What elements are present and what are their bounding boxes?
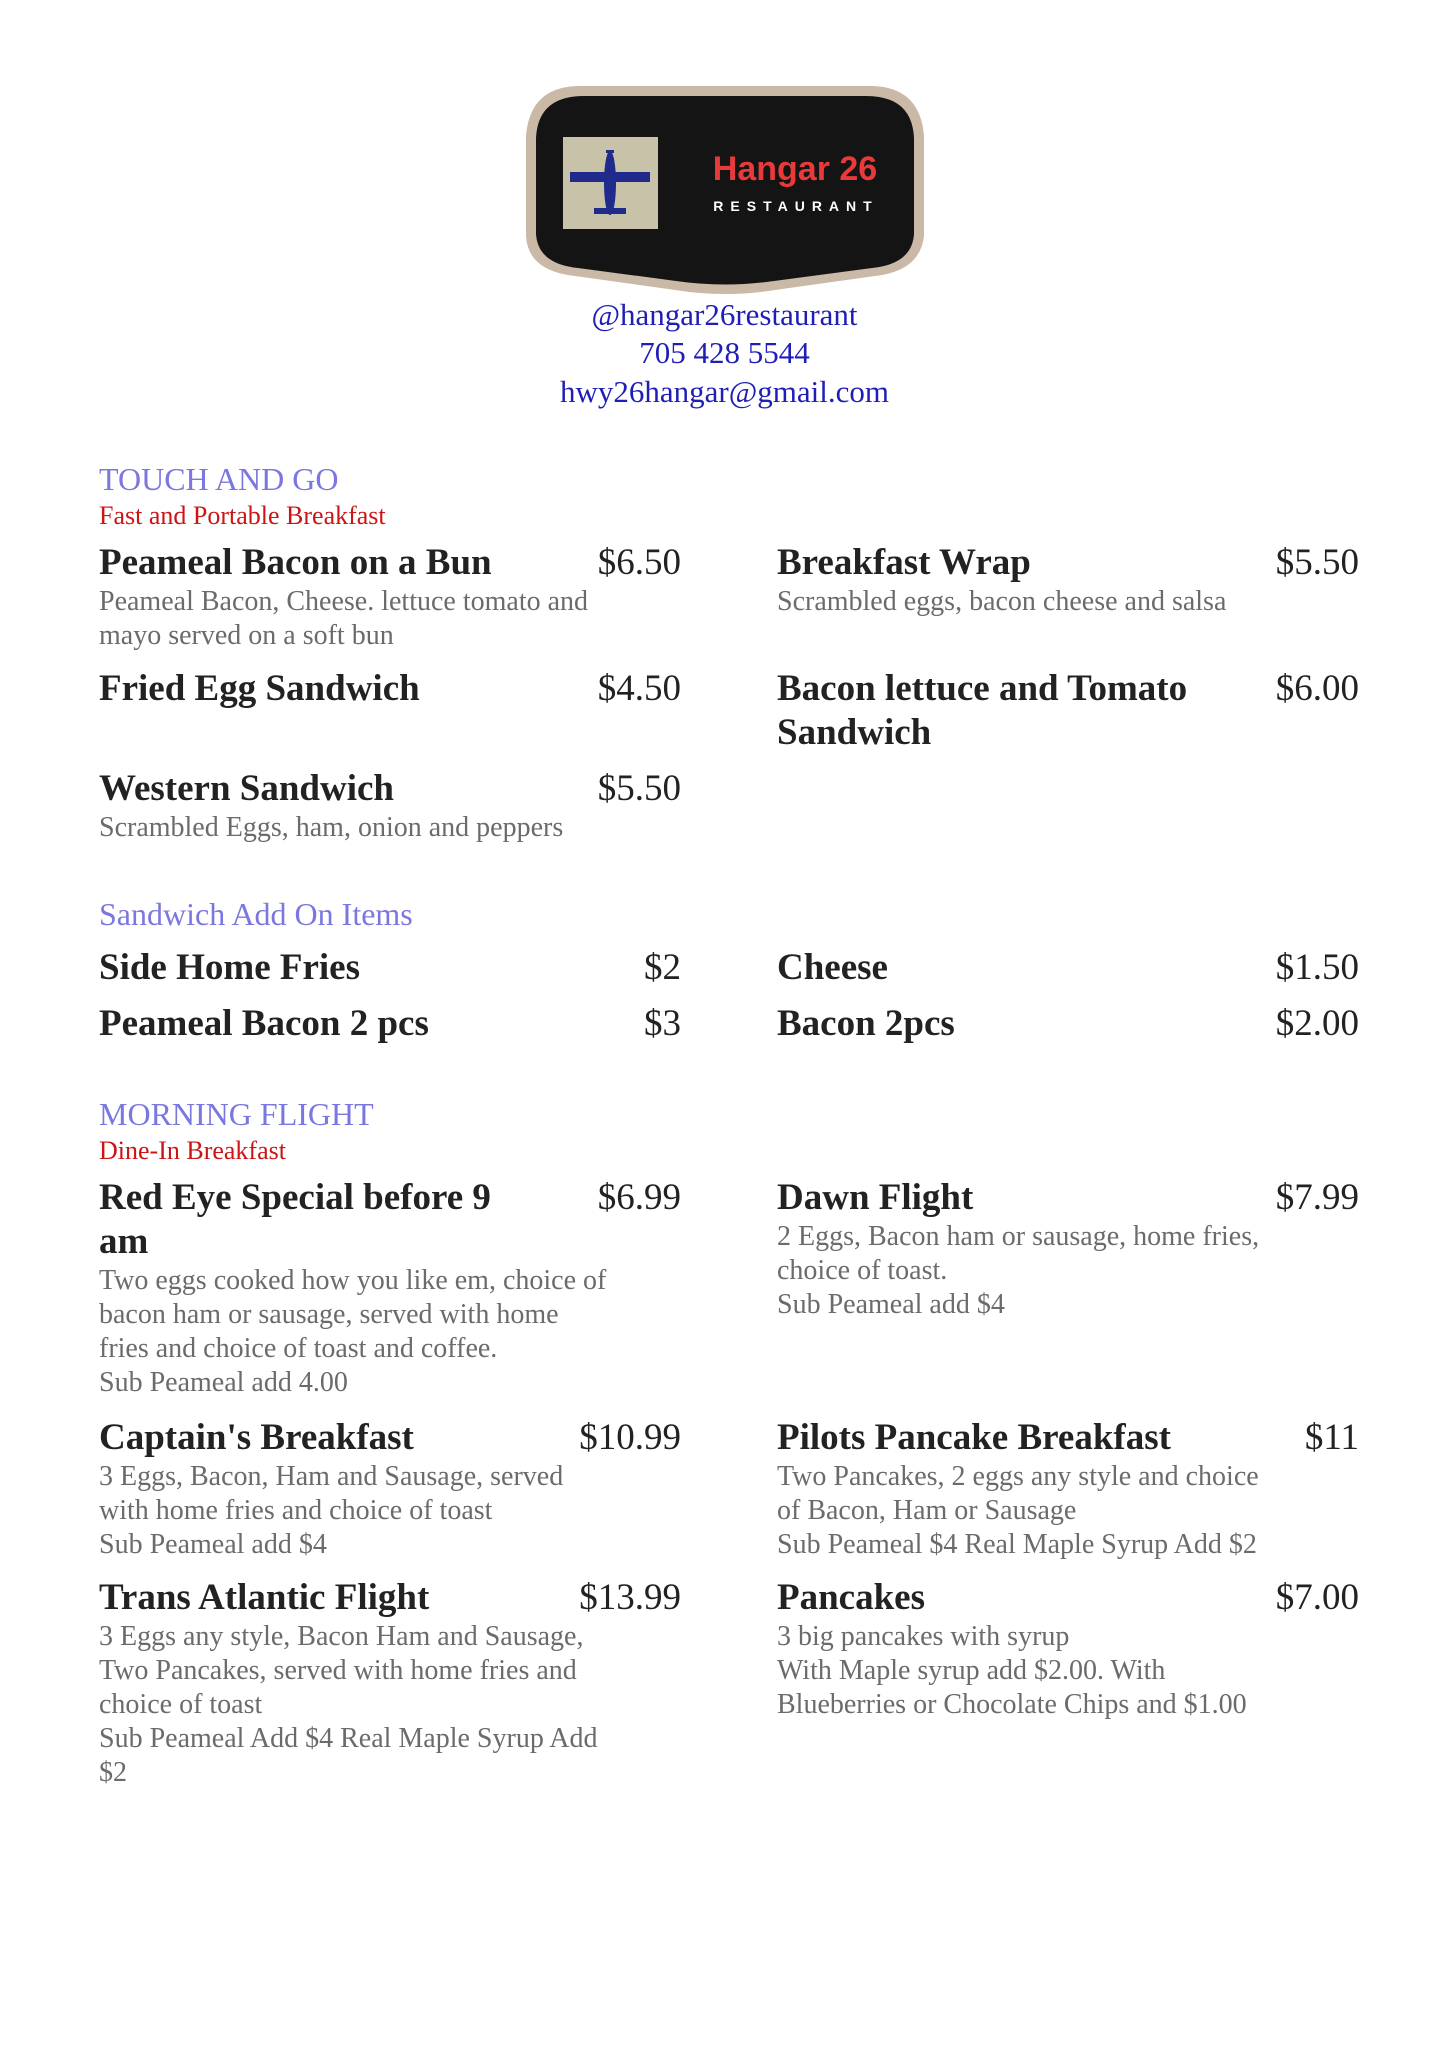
item-desc: Sub Peameal add $4 bbox=[777, 1289, 1005, 1320]
item-price: $7.00 bbox=[1275, 1577, 1359, 1618]
item-name: Western Sandwich bbox=[99, 768, 395, 809]
item-name: Pilots Pancake Breakfast bbox=[777, 1417, 1171, 1458]
section-title-morning-flight: MORNING FLIGHT bbox=[99, 1096, 374, 1132]
menu-item bbox=[777, 1176, 1359, 1322]
section-title-add-ons: Sandwich Add On Items bbox=[99, 896, 413, 932]
instagram-handle[interactable]: @hangar26restaurant bbox=[591, 297, 858, 332]
item-desc: Scrambled eggs, bacon cheese and salsa bbox=[777, 586, 1227, 617]
item-price: $6.99 bbox=[597, 1177, 681, 1218]
item-desc: Two eggs cooked how you like em, choice of bbox=[99, 1265, 607, 1296]
section-subtitle-touch-and-go: Fast and Portable Breakfast bbox=[99, 501, 386, 530]
item-desc: Sub Peameal add $4 bbox=[99, 1529, 327, 1560]
item-desc: Sub Peameal add 4.00 bbox=[99, 1367, 348, 1398]
item-desc: of Bacon, Ham or Sausage bbox=[777, 1495, 1077, 1526]
item-price: $6.00 bbox=[1275, 668, 1359, 709]
restaurant-logo bbox=[520, 76, 930, 296]
item-desc: with home fries and choice of toast bbox=[99, 1495, 493, 1526]
logo-name: Hangar 26 bbox=[712, 150, 878, 188]
item-name: Red Eye Special before 9 am bbox=[99, 1177, 491, 1262]
item-desc: 3 Eggs any style, Bacon Ham and Sausage, bbox=[99, 1621, 584, 1652]
menu-item bbox=[99, 767, 681, 845]
item-desc: 3 big pancakes with syrup bbox=[777, 1621, 1070, 1652]
item-name: Peameal Bacon 2 pcs bbox=[99, 1003, 429, 1044]
item-desc: Sub Peameal $4 Real Maple Syrup Add $2 bbox=[777, 1529, 1257, 1560]
menu-item bbox=[99, 541, 681, 653]
menu-item bbox=[777, 667, 1359, 755]
menu-item bbox=[777, 541, 1359, 619]
item-desc: $2 bbox=[99, 1757, 127, 1788]
item-desc: 2 Eggs, Bacon ham or sausage, home fries, bbox=[777, 1221, 1260, 1252]
item-price: $5.50 bbox=[1275, 542, 1359, 583]
item-name: Captain's Breakfast bbox=[99, 1417, 414, 1458]
item-desc: Two Pancakes, 2 eggs any style and choice bbox=[777, 1461, 1259, 1492]
menu-item bbox=[777, 946, 1359, 990]
menu-item bbox=[99, 1002, 681, 1046]
phone-number[interactable]: 705 428 5544 bbox=[639, 335, 810, 370]
item-price: $7.99 bbox=[1275, 1177, 1359, 1218]
item-name: Fried Egg Sandwich bbox=[99, 668, 420, 709]
menu-item bbox=[777, 1002, 1359, 1046]
item-price: $1.50 bbox=[1275, 947, 1359, 988]
item-price: $6.50 bbox=[597, 542, 681, 583]
item-desc: choice of toast. bbox=[777, 1255, 948, 1286]
item-name: Side Home Fries bbox=[99, 947, 361, 988]
menu-item bbox=[99, 1576, 681, 1790]
menu-item bbox=[99, 1416, 681, 1562]
item-price: $13.99 bbox=[579, 1577, 681, 1618]
item-desc: Sub Peameal Add $4 Real Maple Syrup Add bbox=[99, 1723, 598, 1754]
menu-item bbox=[99, 1176, 681, 1400]
logo-tagline: RESTAURANT bbox=[713, 198, 879, 214]
item-desc: Two Pancakes, served with home fries and bbox=[99, 1655, 577, 1686]
item-price: $4.50 bbox=[597, 668, 681, 709]
item-price: $2 bbox=[644, 947, 681, 988]
item-desc: mayo served on a soft bun bbox=[99, 620, 394, 651]
item-desc: Blueberries or Chocolate Chips and $1.00 bbox=[777, 1689, 1247, 1720]
menu-item bbox=[99, 667, 681, 711]
item-name: Breakfast Wrap bbox=[777, 542, 1031, 583]
menu-item bbox=[777, 1416, 1359, 1562]
item-name: Trans Atlantic Flight bbox=[99, 1577, 430, 1618]
item-price: $10.99 bbox=[579, 1417, 681, 1458]
item-name: Bacon 2pcs bbox=[777, 1003, 955, 1044]
item-name: Pancakes bbox=[777, 1577, 925, 1618]
item-name: Dawn Flight bbox=[777, 1177, 974, 1218]
email-address[interactable]: hwy26hangar@gmail.com bbox=[560, 374, 889, 409]
item-desc: choice of toast bbox=[99, 1689, 263, 1720]
section-subtitle-morning-flight: Dine-In Breakfast bbox=[99, 1136, 286, 1165]
item-price: $2.00 bbox=[1275, 1003, 1359, 1044]
item-desc: bacon ham or sausage, served with home bbox=[99, 1299, 559, 1330]
item-name: Cheese bbox=[777, 947, 888, 988]
item-desc: Peameal Bacon, Cheese. lettuce tomato and bbox=[99, 586, 589, 617]
item-desc: fries and choice of toast and coffee. bbox=[99, 1333, 498, 1364]
section-title-touch-and-go: TOUCH AND GO bbox=[99, 461, 339, 497]
item-name: Peameal Bacon on a Bun bbox=[99, 542, 492, 583]
item-price: $3 bbox=[644, 1003, 681, 1044]
item-desc: With Maple syrup add $2.00. With bbox=[777, 1655, 1166, 1686]
item-price: $11 bbox=[1304, 1417, 1359, 1458]
menu-item bbox=[777, 1576, 1359, 1722]
menu-item bbox=[99, 946, 681, 990]
item-desc: 3 Eggs, Bacon, Ham and Sausage, served bbox=[99, 1461, 564, 1492]
item-desc: Scrambled Eggs, ham, onion and peppers bbox=[99, 812, 564, 843]
item-name: Bacon lettuce and Tomato Sandwich bbox=[777, 668, 1188, 753]
item-price: $5.50 bbox=[597, 768, 681, 809]
